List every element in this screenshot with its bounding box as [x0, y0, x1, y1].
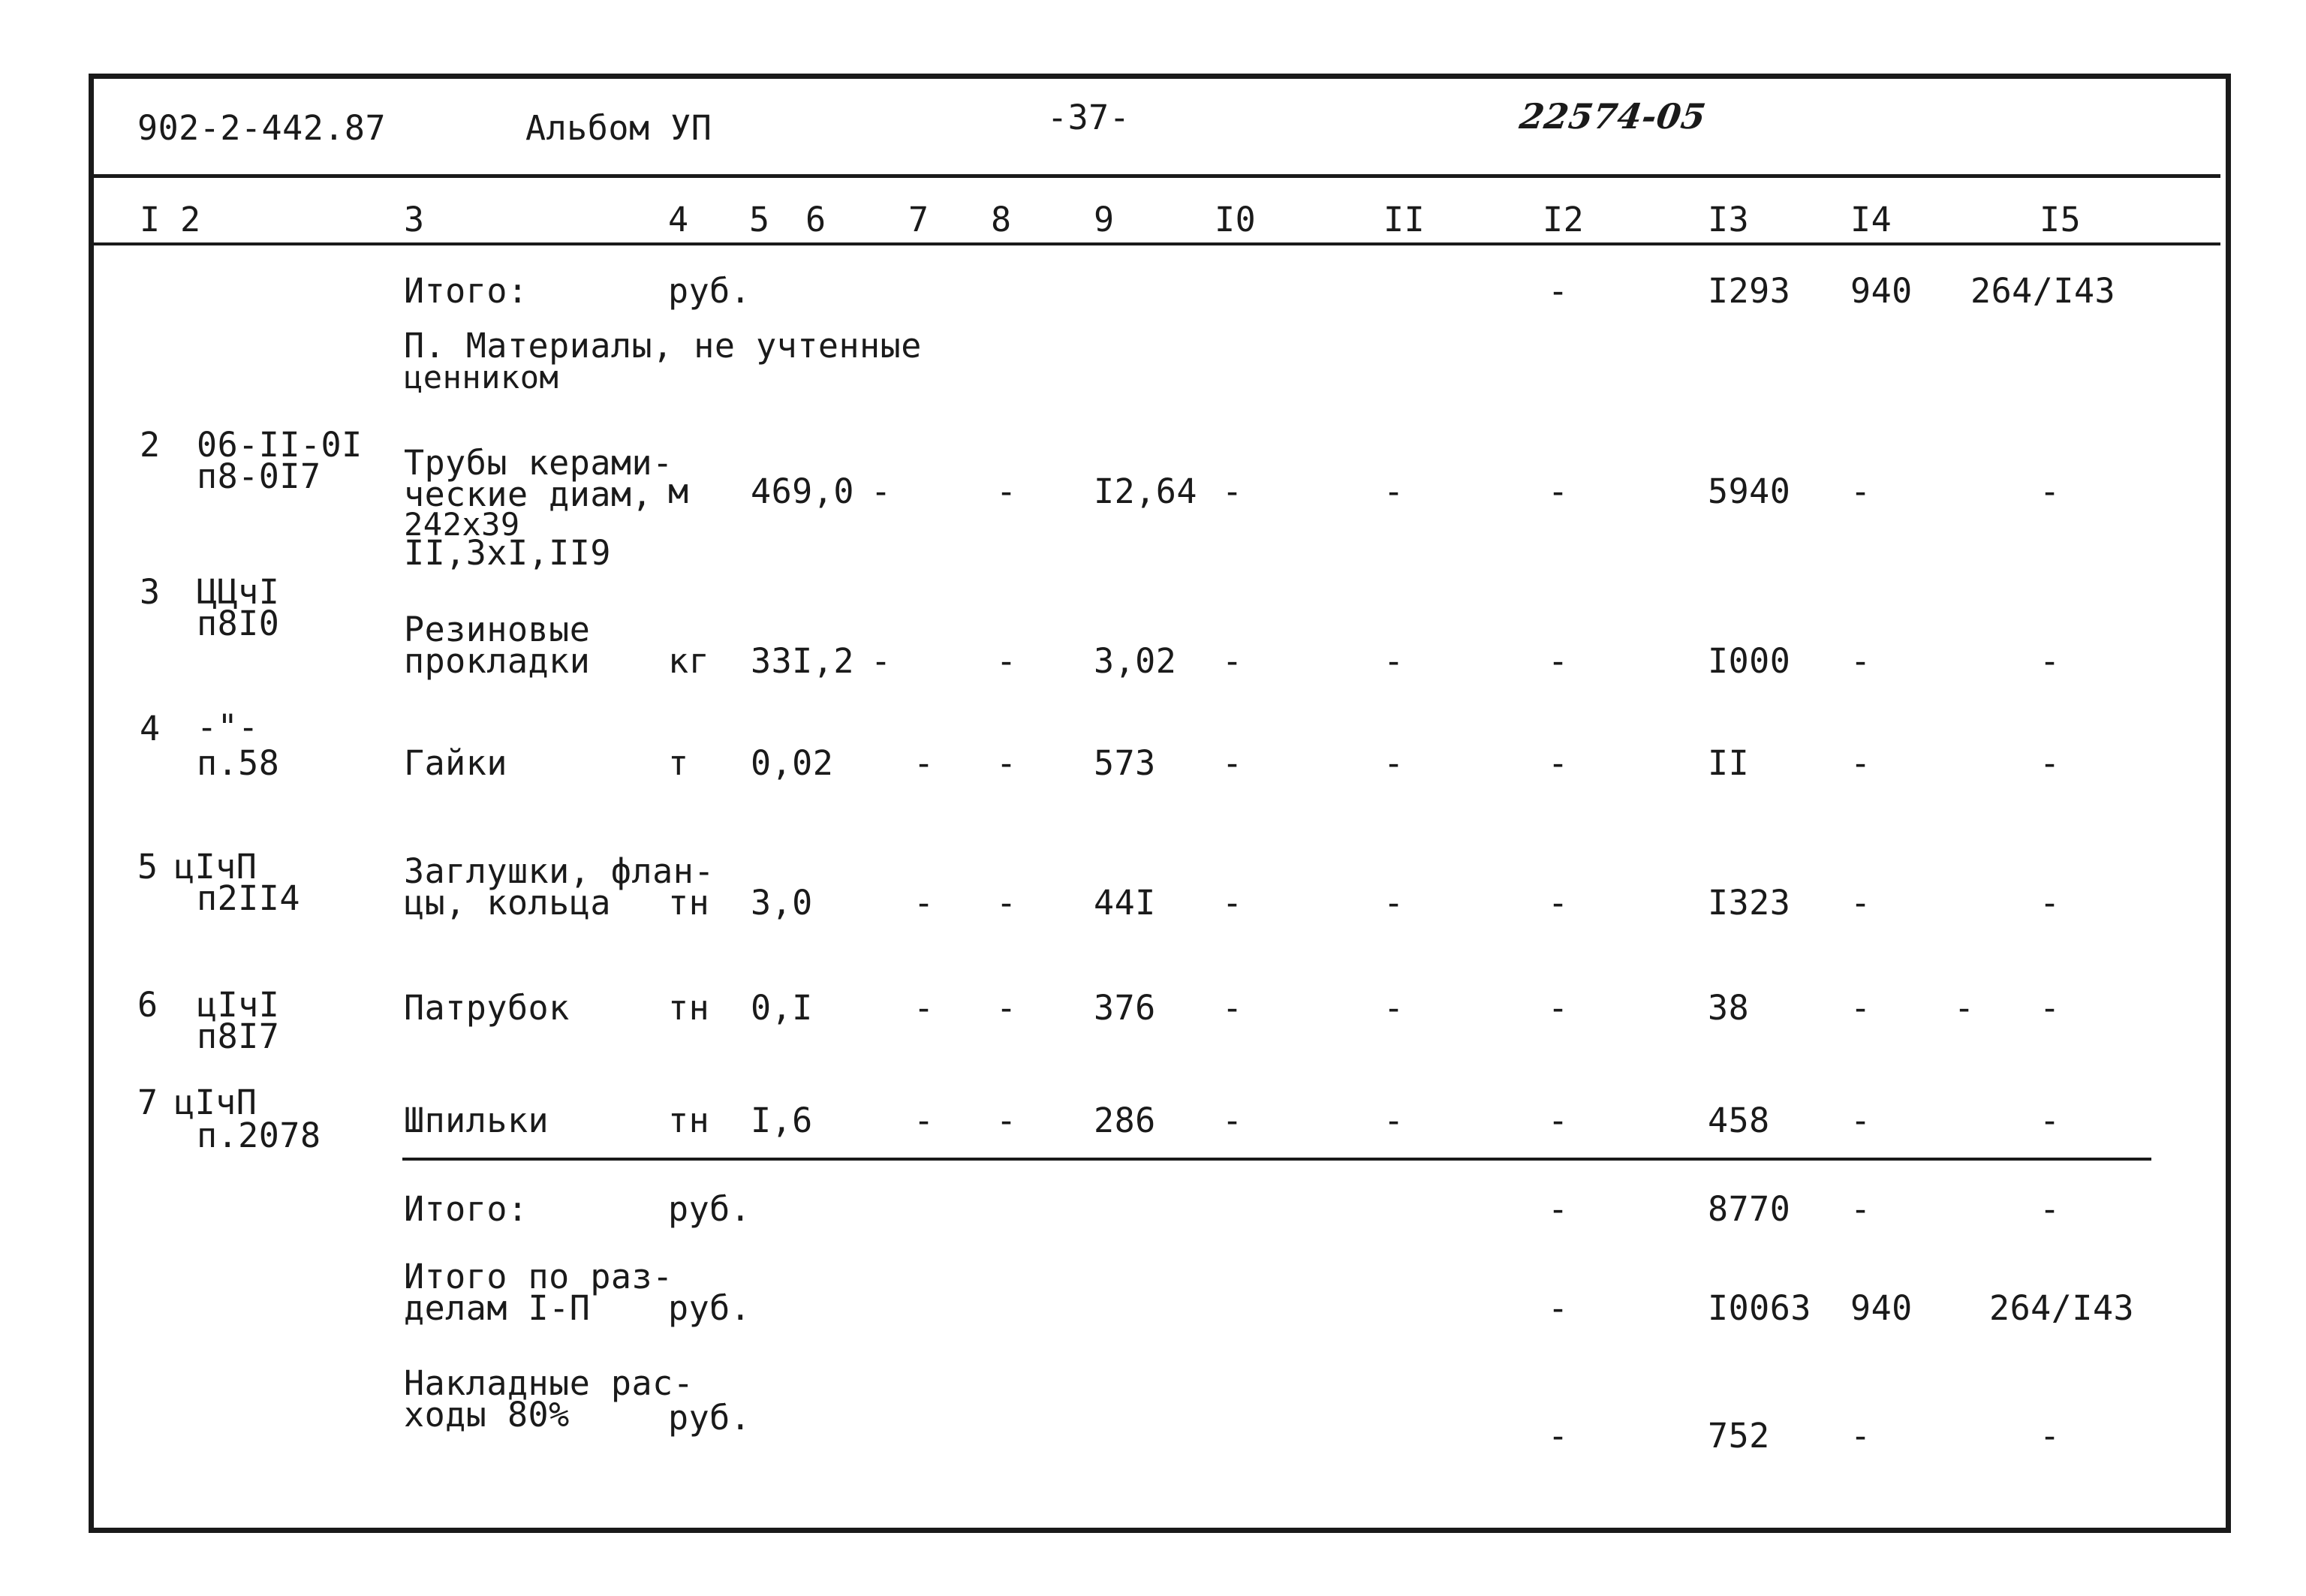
row-6-col5: 0,I: [751, 988, 813, 1028]
row-5-col13: I323: [1708, 883, 1791, 923]
summary-col13: I293: [1708, 271, 1791, 311]
overhead-col14: -: [1850, 1416, 1871, 1456]
section-title-line-2: ценником: [404, 359, 559, 396]
total-col13: 8770: [1708, 1189, 1791, 1229]
row-5-name-line-1: Заглушки, флан-: [404, 851, 715, 891]
row-2-name-line-2: ческие диам,: [404, 474, 653, 514]
section-title-line-1: П. Материалы, не учтенные: [404, 326, 922, 366]
column-number-10: I0: [1215, 200, 1257, 239]
total-label: Итого:: [404, 1189, 528, 1229]
sections-total-col13: I0063: [1708, 1288, 1811, 1328]
row-3-col9: 3,02: [1094, 641, 1177, 681]
row-2-unit: м: [668, 471, 689, 511]
summary-col14: 940: [1850, 271, 1913, 311]
column-number-8: 8: [991, 200, 1012, 239]
row-5-col15: -: [2040, 883, 2061, 923]
document-code: 902-2-442.87: [137, 108, 387, 148]
row-7-col13: 458: [1708, 1101, 1770, 1140]
row-3-col6: -: [871, 641, 892, 681]
column-number-2: 2: [180, 200, 201, 239]
row-5-unit: тн: [668, 883, 710, 923]
row-2-col9: I2,64: [1094, 471, 1197, 511]
row-2-col11: -: [1383, 471, 1404, 511]
row-7-col11: -: [1383, 1101, 1404, 1140]
row-5-col9: 44I: [1094, 883, 1156, 923]
row-7-unit: тн: [668, 1101, 710, 1140]
row-5-col14: -: [1850, 883, 1871, 923]
page-number: -37-: [1047, 98, 1130, 137]
row-7-code-1: цIчП: [174, 1083, 257, 1122]
overhead-unit: руб.: [668, 1398, 751, 1438]
column-number-14: I4: [1850, 200, 1892, 239]
row-4-col9: 573: [1094, 743, 1156, 783]
row-6-col12: -: [1548, 988, 1569, 1028]
summary-col12: -: [1548, 271, 1569, 311]
sections-total-label-line-1: Итого по раз-: [404, 1257, 673, 1296]
row-2-number: 2: [140, 425, 161, 465]
row-4-col7: -: [914, 743, 935, 783]
row-3-col5: 33I,2: [751, 641, 854, 681]
row-4-col12: -: [1548, 743, 1569, 783]
row-4-code-1: -"-: [197, 707, 259, 747]
sections-total-col15: 264/I43: [1989, 1288, 2135, 1328]
sections-total-col12: -: [1548, 1288, 1569, 1328]
row-6-col14: -: [1850, 988, 1871, 1028]
row-5-code-2: п2II4: [197, 878, 300, 918]
album-title: Альбом УП: [525, 108, 712, 148]
row-4-name: Гайки: [404, 743, 507, 783]
row-5-col12: -: [1548, 883, 1569, 923]
row-4-col14: -: [1850, 743, 1871, 783]
row-7-col8: -: [996, 1101, 1017, 1140]
row-4-col15: -: [2040, 743, 2061, 783]
row-7-code-2: п.2078: [197, 1116, 321, 1155]
row-3-col14: -: [1850, 641, 1871, 681]
column-number-15: I5: [2040, 200, 2082, 239]
row-5-name-line-2: цы, кольца: [404, 883, 611, 923]
overhead-col12: -: [1548, 1416, 1569, 1456]
row-7-name: Шпильки: [404, 1101, 549, 1140]
row-6-col15: -: [2040, 988, 2061, 1028]
row-5-col11: -: [1383, 883, 1404, 923]
row-4-unit: т: [668, 743, 689, 783]
row-3-col13: I000: [1708, 641, 1791, 681]
overhead-col15: -: [2040, 1416, 2061, 1456]
column-number-7: 7: [908, 200, 929, 239]
row-3-col12: -: [1548, 641, 1569, 681]
row-7-col12: -: [1548, 1101, 1569, 1140]
row-7-col10: -: [1222, 1101, 1243, 1140]
row-3-col10: -: [1222, 641, 1243, 681]
row-4-number: 4: [140, 709, 161, 748]
row-2-col8: -: [996, 471, 1017, 511]
column-number-6: 6: [805, 200, 826, 239]
row-4-col11: -: [1383, 743, 1404, 783]
column-number-4: 4: [668, 200, 689, 239]
sections-total-unit: руб.: [668, 1288, 751, 1328]
total-col14: -: [1850, 1189, 1871, 1229]
row-6-col7: -: [914, 988, 935, 1028]
row-6-name: Патрубок: [404, 988, 570, 1028]
row-7-col14: -: [1850, 1101, 1871, 1140]
row-4-col13: II: [1708, 743, 1750, 783]
total-unit: руб.: [668, 1189, 751, 1229]
row-6-unit: тн: [668, 988, 710, 1028]
row-3-col8: -: [996, 641, 1017, 681]
row-6-col10: -: [1222, 988, 1243, 1028]
overhead-label-line-2: ходы 80%: [404, 1395, 570, 1435]
totals-divider: [402, 1158, 2151, 1161]
summary-col15: 264/I43: [1970, 271, 2116, 311]
row-5-col7: -: [914, 883, 935, 923]
sections-total-col14: 940: [1850, 1288, 1913, 1328]
row-4-col10: -: [1222, 743, 1243, 783]
total-col15: -: [2040, 1189, 2061, 1229]
row-3-col11: -: [1383, 641, 1404, 681]
row-5-code-1: цIчП: [174, 847, 257, 887]
row-2-code-2: п8-0I7: [197, 456, 321, 496]
column-number-11: II: [1383, 200, 1425, 239]
header-divider: [94, 174, 2220, 178]
column-number-12: I2: [1543, 200, 1585, 239]
row-3-code-2: п8I0: [197, 604, 280, 643]
row-5-col5: 3,0: [751, 883, 813, 923]
row-2-col10: -: [1222, 471, 1243, 511]
row-2-col5: 469,0: [751, 471, 854, 511]
row-2-name-line-3: 242х39: [404, 506, 520, 543]
row-5-col8: -: [996, 883, 1017, 923]
row-3-name-line-2: прокладки: [404, 641, 591, 681]
row-4-code-2: п.58: [197, 743, 280, 783]
row-5-col10: -: [1222, 883, 1243, 923]
summary-label: Итого:: [404, 271, 528, 311]
row-2-name-line-1: Трубы керами-: [404, 443, 673, 483]
row-2-col12: -: [1548, 471, 1569, 511]
total-col12: -: [1548, 1189, 1569, 1229]
row-6-col9: 376: [1094, 988, 1156, 1028]
row-2-code-1: 06-II-0I: [197, 425, 363, 465]
row-3-name-line-1: Резиновые: [404, 610, 591, 649]
overhead-label-line-1: Накладные рас-: [404, 1363, 694, 1403]
column-number-5: 5: [749, 200, 770, 239]
row-3-col15: -: [2040, 641, 2061, 681]
row-3-unit: кг: [668, 641, 710, 681]
row-3-code-1: ЦЦчI: [197, 572, 280, 612]
handwritten-document-number: 22574-05: [1517, 96, 1708, 137]
row-2-col6: -: [871, 471, 892, 511]
column-number-3: 3: [404, 200, 425, 239]
row-4-col5: 0,02: [751, 743, 834, 783]
overhead-col13: 752: [1708, 1416, 1770, 1456]
row-2-col14: -: [1850, 471, 1871, 511]
row-2-name-line-4: II,3хI,II9: [404, 533, 611, 573]
column-number-9: 9: [1094, 200, 1115, 239]
column-number-13: I3: [1708, 200, 1750, 239]
sections-total-label-line-2: делам I-П: [404, 1288, 591, 1328]
row-6-number: 6: [137, 985, 158, 1025]
row-2-col15: -: [2040, 471, 2061, 511]
column-number-1: I: [140, 200, 161, 239]
row-6-col8: -: [996, 988, 1017, 1028]
column-header-divider: [94, 242, 2220, 245]
summary-unit: руб.: [668, 271, 751, 311]
row-5-number: 5: [137, 847, 158, 887]
row-7-number: 7: [137, 1083, 158, 1122]
row-3-number: 3: [140, 572, 161, 612]
row-7-col7: -: [914, 1101, 935, 1140]
row-6-col11: -: [1383, 988, 1404, 1028]
row-6-code-2: п8I7: [197, 1016, 280, 1056]
row-4-col8: -: [996, 743, 1017, 783]
row-7-col15: -: [2040, 1101, 2061, 1140]
row-7-col9: 286: [1094, 1101, 1156, 1140]
row-6-col14-extra-dash: -: [1954, 988, 1975, 1028]
row-6-col13: 38: [1708, 988, 1750, 1028]
row-2-col13: 5940: [1708, 471, 1791, 511]
row-7-col5: I,6: [751, 1101, 813, 1140]
row-6-code-1: цIчI: [197, 985, 280, 1025]
